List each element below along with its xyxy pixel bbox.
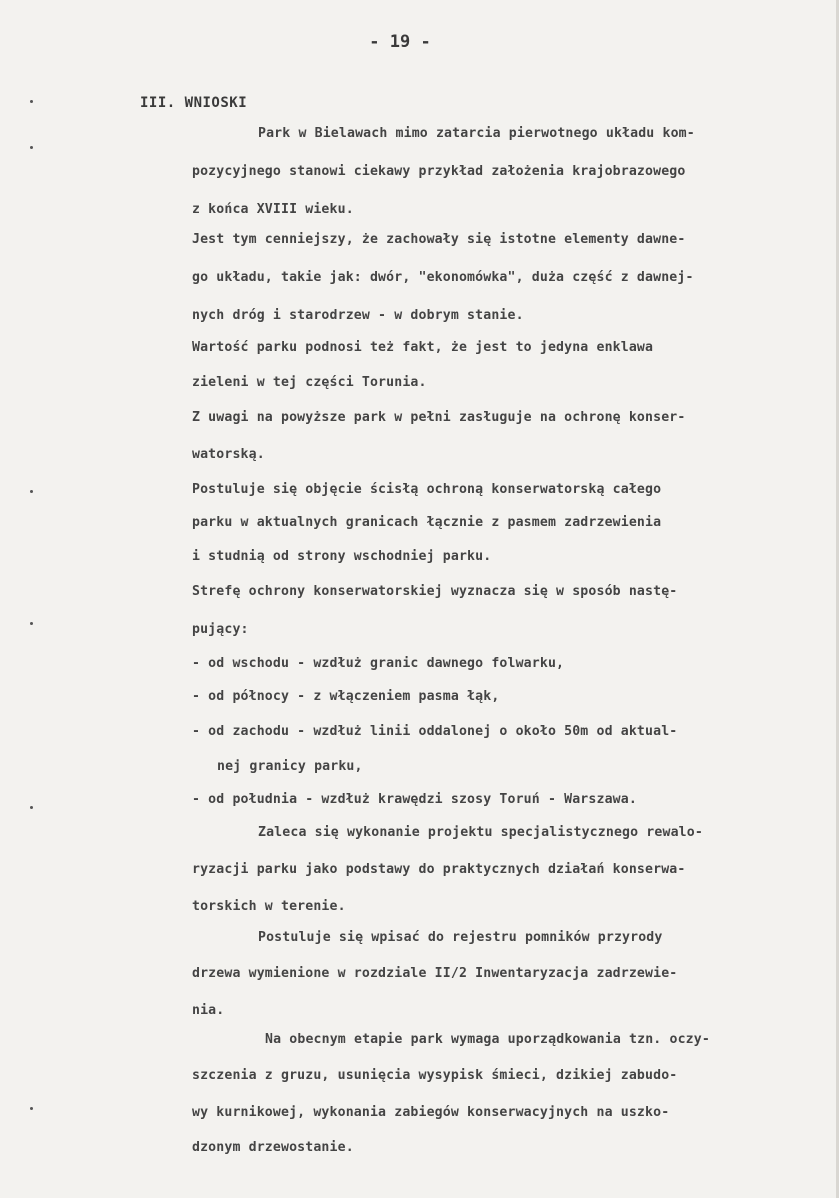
punch-hole-mark [30, 622, 33, 625]
text-line: Wartość parku podnosi też fakt, że jest to jedyna enklawa [192, 340, 654, 355]
text-line: Jest tym cenniejszy, że zachowały się istotne elementy dawne- [192, 232, 686, 247]
text-line: Postuluje się objęcie ścisłą ochroną konserwatorską całego [192, 482, 662, 497]
text-line: dzonym drzewostanie. [192, 1140, 354, 1155]
text-line: watorską. [192, 447, 265, 462]
text-line: pozycyjnego stanowi ciekawy przykład założenia krajobrazowego [192, 164, 686, 179]
list-item: - od północy - z włączeniem pasma łąk, [192, 689, 500, 704]
list-item: - od wschodu - wzdłuż granic dawnego folwarku, [192, 656, 565, 671]
text-line: szczenia z gruzu, usunięcia wysypisk śmieci, dzikiej zabudo- [192, 1068, 678, 1083]
text-line: Z uwagi na powyższe park w pełni zasługuje na ochronę konser- [192, 410, 686, 425]
text-line: parku w aktualnych granicach łącznie z pasmem zadrzewienia [192, 515, 662, 530]
text-line: zieleni w tej części Torunia. [192, 375, 427, 390]
punch-hole-mark [30, 1107, 33, 1110]
text-line: Strefę ochrony konserwatorskiej wyznacza się w sposób nastę- [192, 584, 678, 599]
text-line: torskich w terenie. [192, 899, 346, 914]
punch-hole-mark [30, 806, 33, 809]
punch-hole-mark [30, 100, 33, 103]
punch-hole-mark [30, 490, 33, 493]
section-title: III. WNIOSKI [140, 95, 248, 111]
list-item-continuation: nej granicy parku, [217, 759, 363, 774]
text-line: wy kurnikowej, wykonania zabiegów konserwacyjnych na uszko- [192, 1105, 670, 1120]
text-line: drzewa wymienione w rozdziale II/2 Inwentaryzacja zadrzewie- [192, 966, 678, 981]
text-line: nia. [192, 1003, 225, 1018]
list-item: - od południa - wzdłuż krawędzi szosy Toruń - Warszawa. [192, 792, 637, 807]
text-line: go układu, takie jak: dwór, "ekonomówka", duża część z dawnej- [192, 270, 694, 285]
punch-hole-mark [30, 146, 33, 149]
list-item: - od zachodu - wzdłuż linii oddalonej o około 50m od aktual- [192, 724, 678, 739]
text-line: Zaleca się wykonanie projektu specjalistycznego rewalo- [258, 825, 703, 840]
text-line: i studnią od strony wschodniej parku. [192, 549, 492, 564]
text-line: Park w Bielawach mimo zatarcia pierwotnego układu kom- [258, 126, 695, 141]
text-line: Postuluje się wpisać do rejestru pomników przyrody [258, 930, 663, 945]
text-line: pujący: [192, 622, 249, 637]
text-line: z końca XVIII wieku. [192, 202, 354, 217]
text-line: Na obecnym etapie park wymaga uporządkowania tzn. oczy- [265, 1032, 710, 1047]
text-line: ryzacji parku jako podstawy do praktycznych działań konserwa- [192, 862, 686, 877]
page-number: - 19 - [369, 32, 431, 52]
text-line: nych dróg i starodrzew - w dobrym stanie. [192, 308, 524, 323]
